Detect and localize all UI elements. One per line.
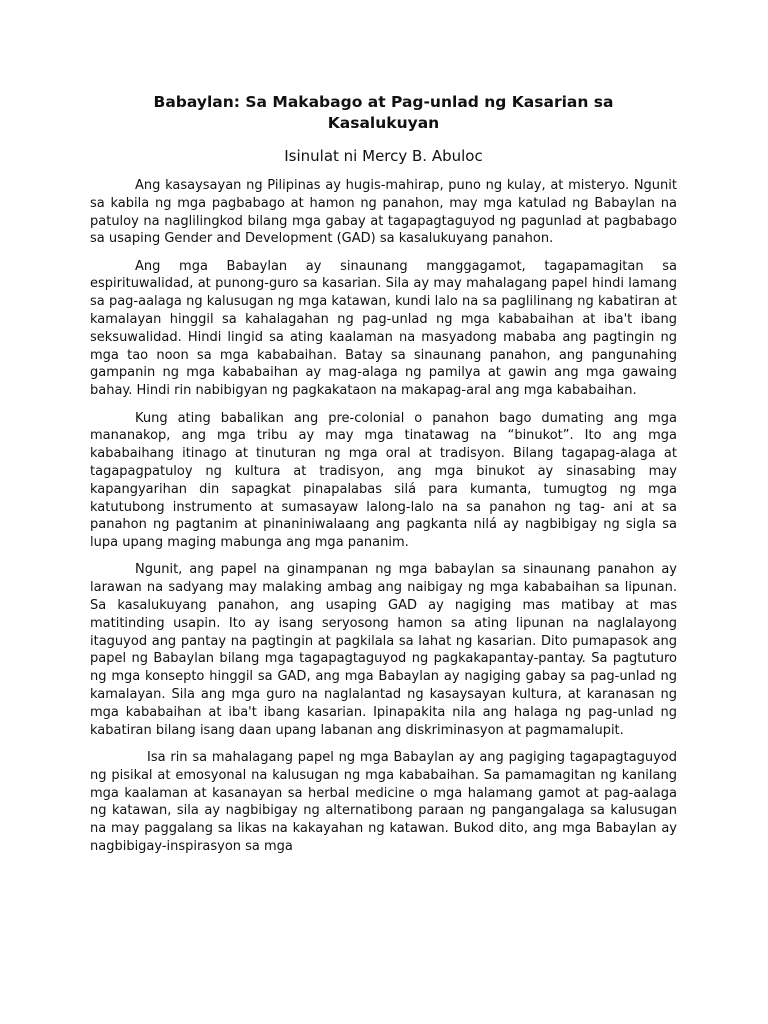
paragraph-3: Kung ating babalikan ang pre-colonial o panahon bago dumating ang mga mananakop, ang mga tribu ay may mga tinatawag na “binukot”. Ito ang mga kababaihang itinago at tinuturan ng mga oral at tradisyon. Bilang tagapag-alaga at tagapagpatuloy ng kultura at tradisyon, ang mga binukot ay sinasabing may kapangyarihan din sapagkat pinapalabas silá para kumanta, tumugtog ng mga katutubong instrumento at sumasayaw lalong-lalo na sa panahon ng tag- ani at sa panahon ng pagtanim at pinaniniwalaang ang pagkanta nilá ay nagbibigay ng sigla sa lupa upang maging mabunga ang mga pananim. bbox=[90, 410, 677, 551]
author-line: Isinulat ni Mercy B. Abuloc bbox=[284, 147, 483, 165]
paragraph-5: Isa rin sa mahalagang papel ng mga Babaylan ay ang pagiging tagapagtaguyod ng pisikal at emosyonal na kalusugan ng mga kababaihan. Sa pamamagitan ng kanilang mga kaalaman at kasanayan sa herbal medicine o mga halamang gamot at pag-aalaga ng katawan, sila ay nagbibigay ng alternatibong paraan ng pangangalaga sa kalusugan na may paggalang sa likas na kakayahan ng katawan. Bukod dito, ang mga Babaylan ay nagbibigay-inspirasyon sa mga bbox=[90, 749, 677, 854]
document-title: Babaylan: Sa Makabago at Pag-unlad ng Kasarian sa Kasalukuyan bbox=[153, 93, 614, 132]
paragraph-2: Ang mga Babaylan ay sinaunang manggagamot, tagapamagitan sa espirituwalidad, at punong-guro sa kasarian. Sila ay may mahalagang papel hindi lamang sa pag-aalaga ng kalusugan ng mga katawan, kundi lalo na sa paglilinang ng kabatiran at kamalayan hinggil sa kahalagahan ng pag-unlad ng mga kababaihan at iba't ibang seksuwalidad. Hindi lingid sa ating kaalaman na masyadong mababa ang pagtingin ng mga tao noon sa mga kababaihan. Batay sa sinaunang panahon, ang pangunahing gampanin ng mga kababaihan ay mag-alaga ng pamilya at gawin ang mga gawaing bahay. Hindi rin nabibigyan ng pagkakataon na makapag-aral ang mga kababaihan. bbox=[90, 258, 677, 399]
paragraph-1: Ang kasaysayan ng Pilipinas ay hugis-mahirap, puno ng kulay, at misteryo. Ngunit sa kabila ng mga pagbabago at hamon ng panahon, may mga katulad ng Babaylan na patuloy na naglilingkod bilang mga gabay at tagapagtaguyod ng pagunlad at pagbabago sa usaping Gender and Development (GAD) sa kasalukuyang panahon. bbox=[90, 178, 677, 247]
paragraph-4: Ngunit, ang papel na ginampanan ng mga babaylan sa sinaunang panahon ay larawan na sadyang may malaking ambag ang naibigay ng mga kababaihan sa lipunan. Sa kasalukuyang panahon, ang usaping GAD ay nagiging mas matibay at mas matitinding usapin. Ito ay isang seryosong hamon sa ating lipunan na naglalayong itaguyod ang pantay na pagtingin at pagkilala sa lahat ng kasarian. Dito pumapasok ang papel ng Babaylan bilang mga tagapagtaguyod ng pagkakapantay-pantay. Sa pagtuturo ng mga konsepto hinggil sa GAD, ang mga Babaylan ay nagiging gabay sa pag-unlad ng kamalayan. Sila ang mga guro na naglalantad ng kasaysayan kultura, at karanasan ng mga kababaihan at iba't ibang kasarian. Ipinapakita nila ang halaga ng pag-unlad ng kabatiran bilang isang daan upang labanan ang diskriminasyon at pagmamalupit. bbox=[90, 562, 677, 738]
document-page bbox=[90, 92, 677, 865]
